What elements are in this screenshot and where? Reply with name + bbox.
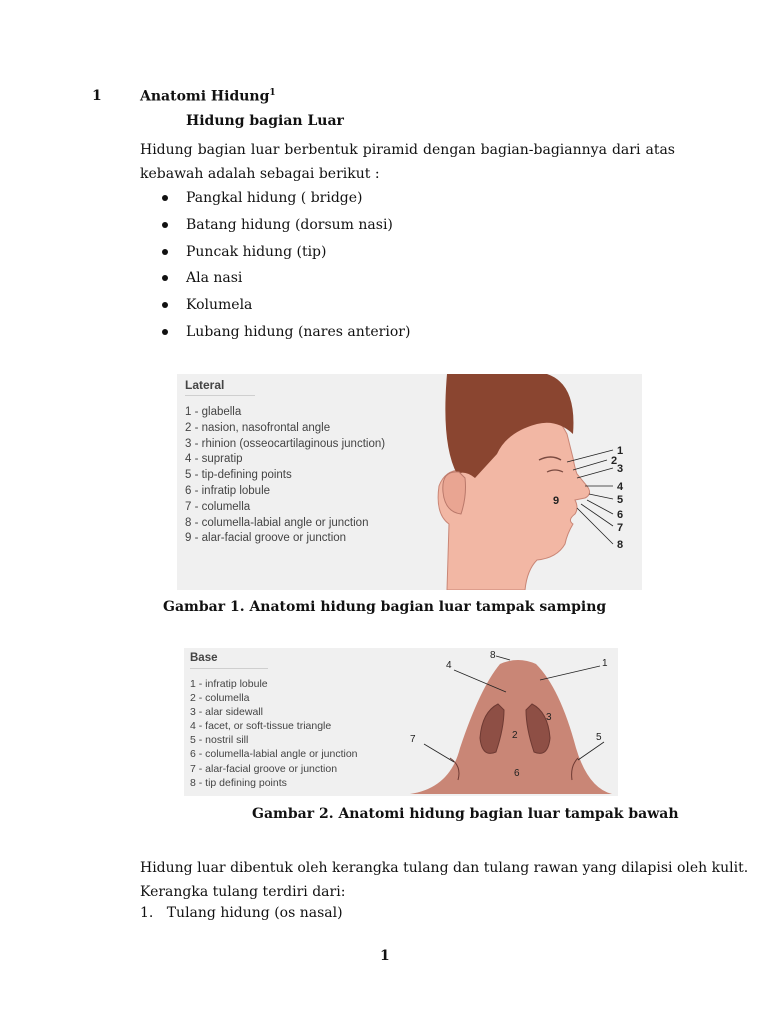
- bullet-text: Batang hidung (dorsum nasi): [186, 216, 393, 233]
- legend-item: 7 - alar-facial groove or junction: [190, 762, 338, 775]
- legend-item: 7 - columella: [185, 500, 251, 513]
- figure-lateral: [177, 374, 642, 590]
- section-title-text: Anatomi Hidung: [140, 88, 270, 105]
- legend-item: 4 - facet, or soft-tissue triangle: [190, 720, 332, 733]
- bullet-list: [140, 186, 410, 347]
- bullet-icon: [162, 222, 168, 228]
- bullet-item: [140, 266, 410, 293]
- marker-label: 4: [617, 481, 624, 493]
- head-profile-illustration: [427, 374, 642, 590]
- heading-divider: [185, 395, 255, 396]
- figure2-caption: Gambar 2. Anatomi hidung bagian luar tampak bawah: [252, 806, 679, 822]
- figure-lateral-heading: Lateral: [185, 378, 225, 392]
- figure-base-heading: Base: [190, 652, 218, 664]
- marker-label: 3: [617, 463, 624, 475]
- footnote-ref[interactable]: 1: [269, 88, 276, 98]
- nose-base-illustration: [400, 648, 618, 796]
- heading-divider: [190, 668, 268, 669]
- legend-item: 4 - supratip: [185, 453, 243, 466]
- marker-label: 3: [546, 712, 552, 723]
- subsection-title: Hidung bagian Luar: [186, 113, 344, 129]
- marker-label: 4: [446, 660, 452, 671]
- marker-label: 1: [617, 445, 624, 457]
- legend-item: 3 - rhinion (osseocartilaginous junction): [185, 437, 386, 450]
- figure-base-legend: [190, 677, 358, 790]
- marker-label: 5: [596, 732, 602, 743]
- bone-intro: Kerangka tulang terdiri dari:: [140, 884, 346, 900]
- legend-item: 5 - tip-defining points: [185, 469, 292, 482]
- marker-label: 2: [512, 730, 518, 741]
- bullet-icon: [162, 275, 168, 281]
- body-sentence: Hidung luar dibentuk oleh kerangka tulang dan tulang rawan yang dilapisi oleh kulit.: [140, 860, 749, 876]
- bullet-item: [140, 320, 410, 347]
- marker-label: 5: [617, 494, 624, 506]
- legend-item: 3 - alar sidewall: [190, 706, 263, 719]
- bullet-item: [140, 186, 410, 213]
- marker-label: 7: [617, 522, 624, 534]
- bullet-text: Lubang hidung (nares anterior): [186, 323, 411, 340]
- page-number: 1: [380, 948, 390, 964]
- legend-item: 9 - alar-facial groove or junction: [185, 532, 347, 545]
- bullet-text: Kolumela: [186, 297, 253, 314]
- bullet-item: [140, 240, 410, 267]
- section-title: [140, 88, 276, 105]
- numbered-item: 1. Tulang hidung (os nasal): [140, 905, 343, 921]
- bullet-item: [140, 213, 410, 240]
- legend-item: 2 - nasion, nasofrontal angle: [185, 421, 331, 434]
- bullet-icon: [162, 195, 168, 201]
- legend-item: 8 - tip defining points: [190, 776, 287, 789]
- marker-label: 9: [553, 495, 560, 507]
- marker-label: 8: [617, 539, 624, 551]
- bullet-icon: [162, 329, 168, 335]
- bullet-text: Puncak hidung (tip): [186, 243, 327, 260]
- legend-item: 2 - columella: [190, 692, 250, 705]
- bullet-item: [140, 293, 410, 320]
- legend-item: 5 - nostril sill: [190, 734, 249, 747]
- legend-item: 6 - infratip lobule: [185, 484, 271, 497]
- marker-label: 6: [617, 509, 624, 521]
- legend-item: 1 - glabella: [185, 406, 242, 418]
- marker-label: 7: [410, 734, 416, 745]
- figure-base: [184, 648, 618, 796]
- bullet-text: Pangkal hidung ( bridge): [186, 190, 363, 206]
- legend-item: 8 - columella-labial angle or junction: [185, 516, 369, 529]
- bullet-text: Ala nasi: [186, 270, 243, 287]
- legend-item: 6 - columella-labial angle or junction: [190, 748, 358, 761]
- marker-label: 1: [602, 658, 608, 669]
- nose-base-shape: [410, 660, 612, 794]
- legend-item: 1 - infratip lobule: [190, 678, 268, 690]
- bullet-icon: [162, 302, 168, 308]
- marker-label: 8: [490, 650, 496, 661]
- figure-lateral-legend: [185, 405, 385, 547]
- marker-label: 6: [514, 768, 520, 779]
- bullet-icon: [162, 249, 168, 255]
- figure1-caption: Gambar 1. Anatomi hidung bagian luar tampak samping: [163, 599, 607, 615]
- intro-paragraph: Hidung bagian luar berbentuk piramid dengan bagian-bagiannya dari atas kebawah adalah sebagai berikut :: [140, 142, 675, 182]
- marker-label: 2: [611, 455, 618, 467]
- section-number: 1: [92, 88, 102, 104]
- body-paragraph: [140, 856, 748, 904]
